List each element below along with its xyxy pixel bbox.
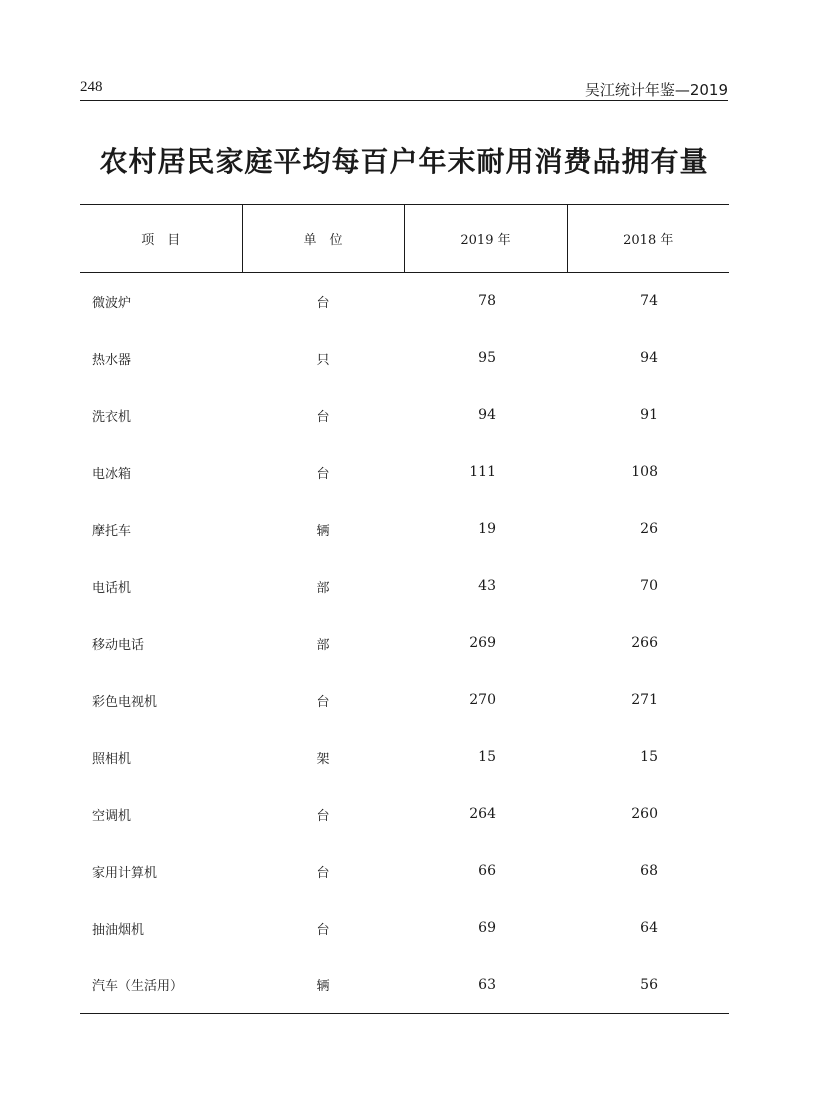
row-2019-cell: 69 (478, 920, 496, 936)
row-2019-cell: 95 (478, 350, 496, 366)
table-row (80, 672, 729, 729)
table-row (80, 729, 729, 786)
row-2019-cell: 111 (469, 464, 496, 480)
row-item-cell: 洗衣机 (92, 409, 132, 425)
table-row (80, 330, 729, 387)
row-unit-cell: 台 (316, 922, 330, 938)
row-2019-cell: 94 (478, 407, 496, 423)
row-unit-cell: 辆 (316, 523, 330, 539)
row-2019-cell: 269 (469, 635, 496, 651)
table-row (80, 558, 729, 615)
row-2018-cell: 15 (640, 749, 658, 765)
column-header-2019: 2019 年 (404, 205, 567, 273)
row-2019-cell: 264 (469, 806, 496, 822)
row-unit-cell: 台 (316, 694, 330, 710)
column-header-unit: 单 位 (242, 205, 404, 273)
row-2018-cell: 91 (640, 407, 658, 423)
table-row (80, 501, 729, 558)
row-2018-cell: 70 (640, 578, 658, 594)
row-unit-cell: 台 (316, 466, 330, 482)
row-2018-cell: 26 (640, 521, 658, 537)
row-2019-cell: 270 (469, 692, 496, 708)
row-2018-cell: 266 (631, 635, 658, 651)
table-body (80, 273, 729, 1014)
table-row (80, 387, 729, 444)
page-number: 248 (80, 79, 103, 95)
row-2019-cell: 78 (478, 293, 496, 310)
row-item-cell: 抽油烟机 (92, 922, 145, 938)
row-2019-cell: 63 (404, 957, 567, 1014)
table-row (80, 900, 729, 957)
row-item-cell: 移动电话 (92, 637, 145, 653)
table-row (80, 786, 729, 843)
table-row (80, 615, 729, 672)
row-item-cell: 汽车（生活用） (80, 957, 242, 1014)
table-row (80, 444, 729, 501)
row-item-cell: 微波炉 (92, 295, 132, 311)
row-2019-cell: 66 (478, 863, 496, 879)
ownership-table (80, 204, 729, 1014)
table-row (80, 957, 729, 1014)
table-row (80, 843, 729, 900)
row-2019-cell: 15 (478, 749, 496, 765)
row-unit-cell: 台 (316, 865, 330, 881)
row-2018-cell: 94 (640, 350, 658, 366)
table-header-row (80, 205, 729, 273)
row-2018-cell: 260 (631, 806, 658, 822)
row-item-cell: 电话机 (92, 580, 132, 596)
table-row (80, 273, 729, 330)
column-header-2018: 2018 年 (567, 205, 729, 273)
row-unit-cell: 台 (316, 409, 330, 425)
row-unit-cell: 部 (316, 637, 330, 653)
column-header-item: 项 目 (80, 205, 242, 273)
running-header: 吴江统计年鉴—2019 (584, 81, 728, 99)
row-unit-cell: 台 (316, 295, 330, 311)
row-2018-cell: 68 (640, 863, 658, 879)
row-2019-cell: 43 (478, 578, 496, 594)
row-unit-cell: 辆 (242, 957, 404, 1014)
page-title: 农村居民家庭平均每百户年末耐用消费品拥有量 (99, 145, 709, 178)
row-2018-cell: 64 (640, 920, 658, 936)
row-item-cell: 摩托车 (92, 523, 132, 539)
row-unit-cell: 架 (316, 751, 330, 767)
row-item-cell: 彩色电视机 (92, 694, 158, 710)
row-item-cell: 电冰箱 (92, 466, 132, 482)
row-item-cell: 热水器 (92, 352, 132, 368)
row-unit-cell: 只 (316, 352, 330, 368)
row-2018-cell: 108 (631, 464, 658, 480)
row-2018-cell: 74 (640, 293, 658, 310)
header-rule (80, 100, 728, 101)
row-2019-cell: 19 (478, 521, 496, 537)
row-unit-cell: 部 (316, 580, 330, 596)
row-2018-cell: 271 (631, 692, 658, 708)
row-item-cell: 照相机 (92, 751, 132, 767)
row-2018-cell: 56 (567, 957, 729, 1014)
row-item-cell: 家用计算机 (92, 865, 158, 881)
row-unit-cell: 台 (316, 808, 330, 824)
row-item-cell: 空调机 (92, 808, 132, 824)
